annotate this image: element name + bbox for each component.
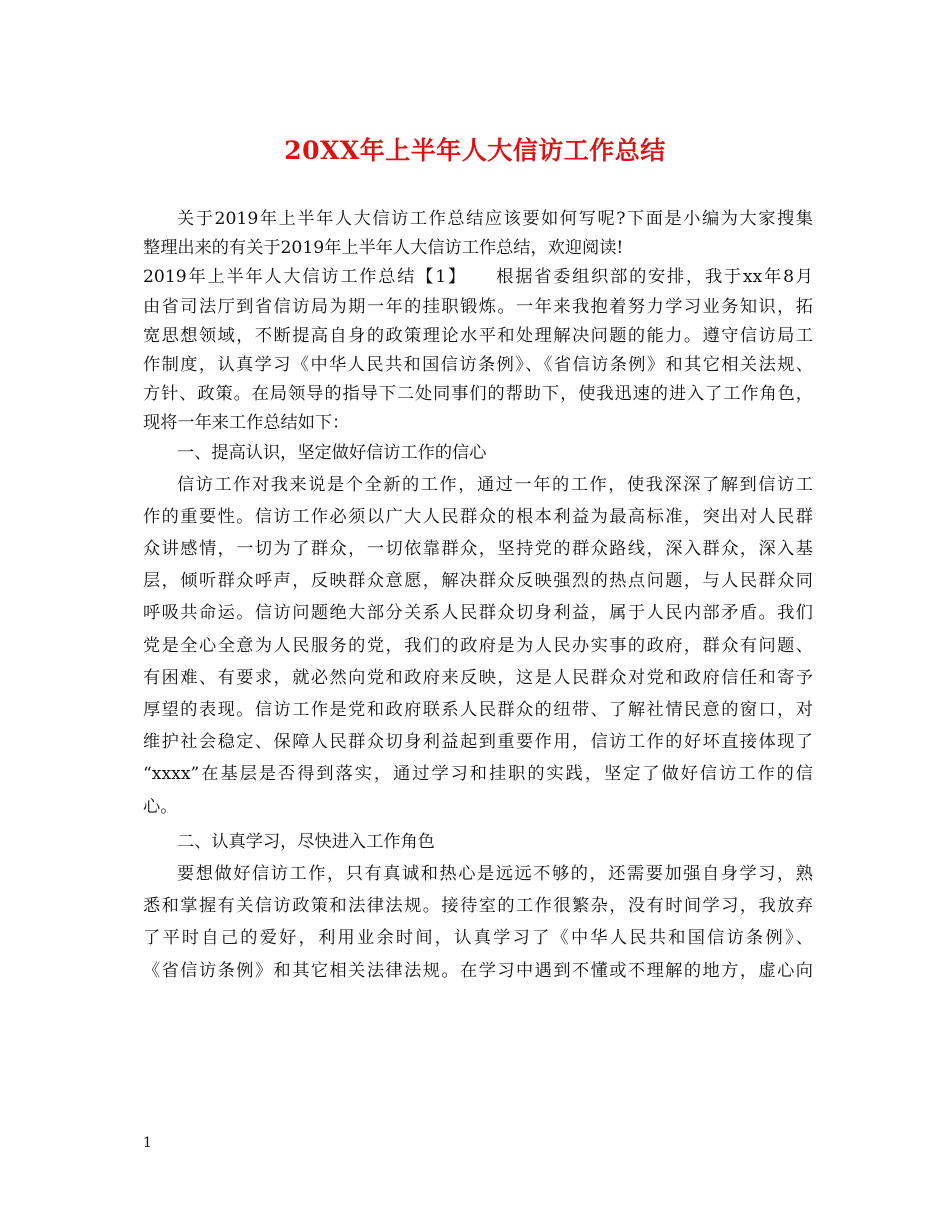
text-line: 要想做好信访工作，只有真诚和热心是远远不够的，还需要加强自身学习，熟 [177,863,813,884]
text-line: “xxxx”在基层是否得到落实，通过学习和挂职的实践，坚定了做好信访工作的信 [143,764,813,785]
text-line: 《省信访条例》和其它相关法律法规。在学习中遇到不懂或不理解的地方，虚心向 [143,960,813,981]
text-line: 党是全心全意为人民服务的党，我们的政府是为人民办实事的政府，群众有问题、 [143,635,813,656]
text-line: 作的重要性。信访工作必须以广大人民群众的根本利益为最高标准，突出对人民群 [143,506,813,527]
text-line: 呼吸共命运。信访问题绝大部分关系人民群众切身利益，属于人民内部矛盾。我们 [143,603,813,624]
document-body [143,205,813,986]
text-line: 作制度，认真学习《中华人民共和国信访条例》、《省信访条例》和其它相关法规、 [143,354,813,375]
text-line: 众讲感情，一切为了群众，一切依靠群众，坚持党的群众路线，深入群众，深入基 [143,539,813,560]
text-line: 厚望的表现。信访工作是党和政府联系人民群众的纽带、了解社情民意的窗口，对 [143,700,813,720]
document-title: 20XX年上半年人大信访工作总结 [284,136,666,165]
text-line: 信访工作对我来说是个全新的工作，通过一年的工作，使我深深了解到信访工 [177,474,813,495]
text-line: 层，倾听群众呼声，反映群众意愿，解决群众反映强烈的热点问题，与人民群众同 [143,571,813,592]
text-line: 宽思想领域，不断提高自身的政策理论水平和处理解决问题的能力。遵守信访局工 [143,325,813,346]
page-number: 1 [143,1135,152,1151]
text-line: 心。 [143,796,178,817]
text-line: 维护社会稳定、保障人民群众切身利益起到重要作用，信访工作的好坏直接体现了 [143,732,813,753]
text-line: 由省司法厅到省信访局为期一年的挂职锻炼。一年来我抱着努力学习业务知识，拓 [143,296,813,317]
text-line: 有困难、有要求，就必然向党和政府来反映，这是人民群众对党和政府信任和寄予 [143,667,813,688]
section-heading: 一、提高认识，坚定做好信访工作的信心 [177,442,487,463]
text-line: 现将一年来工作总结如下： [143,413,350,434]
text-line: 关于2019年上半年人大信访工作总结应该要如何写呢?下面是小编为大家搜集 [177,209,813,229]
text-line: 方针、政策。在局领导的指导下二处同事们的帮助下，使我迅速的进入了工作角色， [143,384,813,405]
text-line: 2019年上半年人大信访工作总结【1】 根据省委组织部的安排，我于xx年8月 [143,267,813,288]
text-line: 了平时自己的爱好，利用业余时间，认真学习了《中华人民共和国信访条例》、 [143,928,813,949]
text-line: 悉和掌握有关信访政策和法律法规。接待室的工作很繁杂，没有时间学习，我放弃 [143,896,813,917]
section-heading: 二、认真学习，尽快进入工作角色 [177,831,435,852]
text-line: 整理出来的有关于2019年上半年人大信访工作总结，欢迎阅读! [143,238,624,259]
